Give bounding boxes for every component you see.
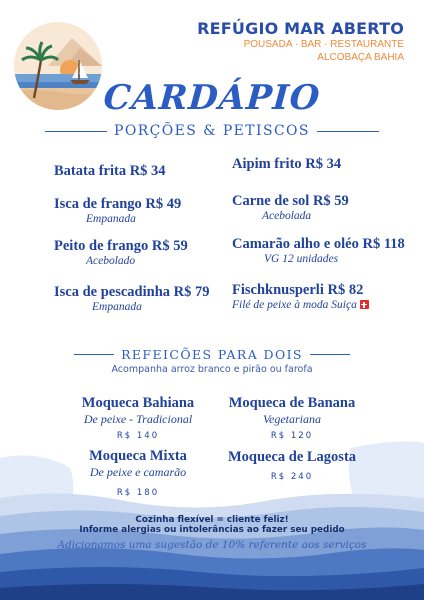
item-note: Empanada xyxy=(86,213,136,225)
section-header-porcoes xyxy=(0,122,424,140)
footer-line-2: Informe alergias ou intolerâncias ao fazer seu pedido xyxy=(79,525,345,535)
dish-note: Vegetariana xyxy=(263,412,321,426)
brand-location: ALCOBAÇA BAHIA xyxy=(317,52,404,63)
dish-item xyxy=(58,395,218,441)
item-name: Camarão alho e oléo R$ 118 xyxy=(232,236,405,252)
item-note: Acebolado xyxy=(86,255,136,267)
brand-name: REFÚGIO MAR ABERTO xyxy=(197,19,404,38)
dish-name: Moqueca de Banana xyxy=(228,395,356,411)
item-name: Peito de frango R$ 59 xyxy=(54,238,188,254)
menu-item xyxy=(54,163,166,180)
section-caption: Acompanha arroz branco e pirão ou farofa xyxy=(111,364,313,375)
menu-item xyxy=(232,282,369,311)
divider-line xyxy=(74,354,114,356)
item-name: Aipim frito R$ 34 xyxy=(232,156,342,172)
divider-line xyxy=(45,131,107,133)
dish-item xyxy=(212,449,372,482)
item-note: VG 12 unidades xyxy=(264,253,339,265)
dish-note: De peixe - Tradicional xyxy=(83,412,193,426)
section-title: PORÇÕES & PETISCOS xyxy=(114,123,310,140)
dish-name: Moqueca Mixta xyxy=(89,448,187,464)
menu-item xyxy=(54,238,188,267)
dish-name: Moqueca de Lagosta xyxy=(227,449,357,465)
section-title: REFEICÕES PARA DOIS xyxy=(121,346,303,362)
item-note xyxy=(232,299,369,311)
item-name: Isca de frango R$ 49 xyxy=(54,196,182,212)
section-header-refeicoes xyxy=(0,345,424,363)
dish-price: R$ 140 xyxy=(116,431,160,441)
dish-price: R$ 180 xyxy=(116,488,160,498)
footer-line-3: Adicionamos uma sugestão de 10% referente aos serviços xyxy=(57,539,367,551)
menu-item xyxy=(232,156,341,173)
menu-item xyxy=(54,196,181,225)
dish-price: R$ 120 xyxy=(270,431,314,441)
item-name: Batata frita R$ 34 xyxy=(54,163,166,179)
menu-item xyxy=(232,236,405,265)
divider-line xyxy=(310,354,350,356)
dish-item xyxy=(58,448,218,498)
item-name: Carne de sol R$ 59 xyxy=(232,193,349,209)
item-name: Fischknusperli R$ 82 xyxy=(232,282,364,298)
brand-subtitle: POUSADA · BAR · RESTAURANTE xyxy=(243,39,404,50)
item-note: Acebolada xyxy=(262,210,312,222)
divider-line xyxy=(317,131,379,133)
dish-name: Moqueca Bahiana xyxy=(81,395,195,411)
item-note: Empanada xyxy=(92,301,142,313)
footer-line-1: Cozinha flexível = cliente feliz! xyxy=(135,515,289,525)
dish-price: R$ 240 xyxy=(270,472,314,482)
menu-item xyxy=(54,284,210,313)
swiss-flag-icon xyxy=(360,300,369,309)
item-name: Isca de pescadinha R$ 79 xyxy=(54,284,210,300)
item-note-text: Filé de peixe à moda Suiça xyxy=(232,299,357,311)
dish-note: De peixe e camarão xyxy=(89,465,187,479)
menu-title: CARDÁPIO xyxy=(102,78,322,118)
footer-notes xyxy=(0,515,424,551)
menu-item xyxy=(232,193,349,222)
dish-item xyxy=(212,395,372,441)
brand-block xyxy=(197,19,404,64)
